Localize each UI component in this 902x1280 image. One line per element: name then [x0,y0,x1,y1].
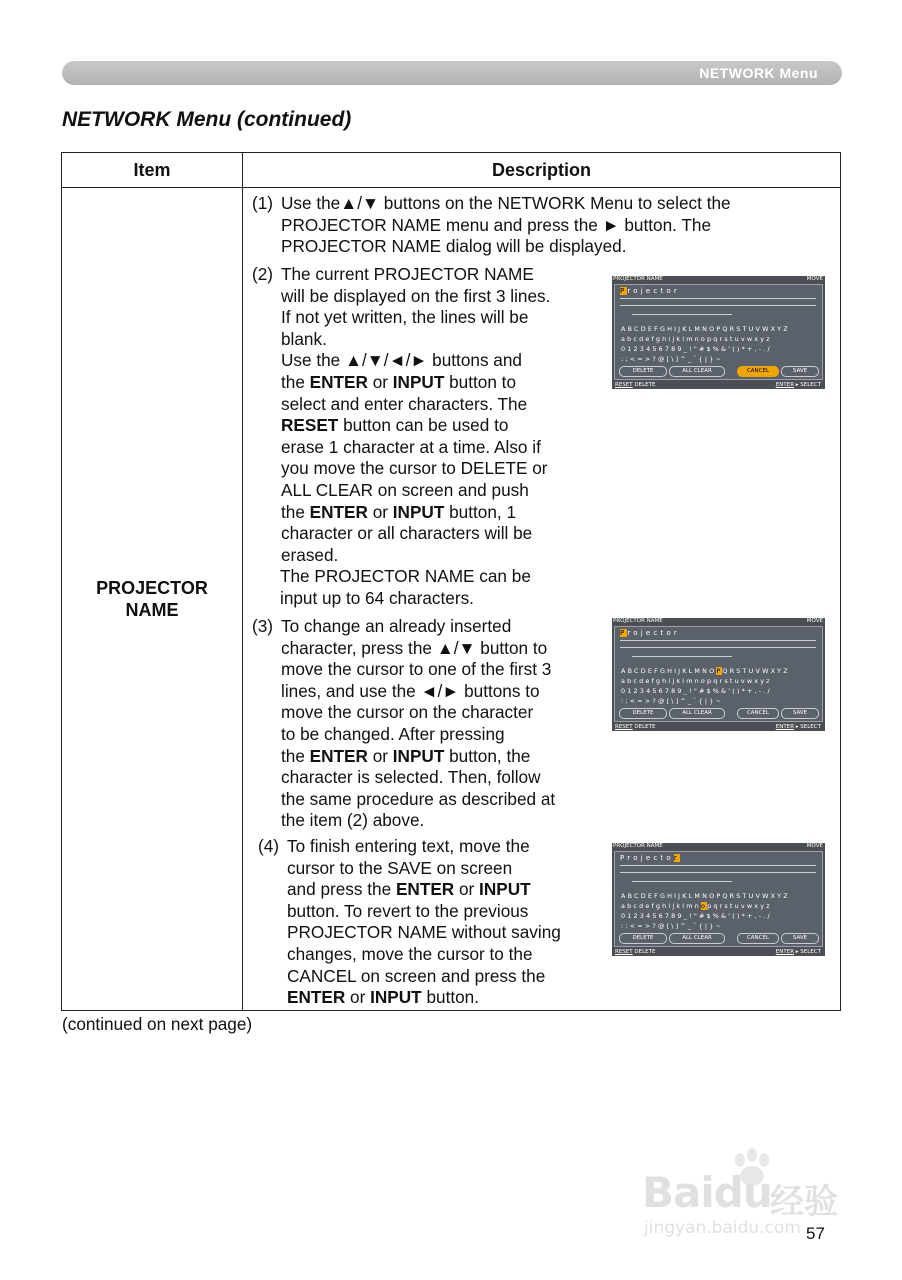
name-text: Projector [620,854,680,862]
char-row-upper[interactable]: ABCDEFGHIJKLMNOPQRSTUVWXYZ [621,892,790,900]
column-header-description: Description [243,153,841,188]
char-row-upper[interactable]: ABCDEFGHIJKLMNOPQRSTUVWXYZ [621,667,790,675]
step-2-line: the ENTER or INPUT button, 1 [281,501,517,522]
step-4-line: CANCEL on screen and press the [287,965,546,986]
char-row-upper[interactable]: ABCDEFGHIJKLMNOPQRSTUVWXYZ [621,325,790,333]
name-line-2 [620,872,816,873]
step-2-line: blank. [281,328,327,349]
step-2-line: RESET button can be used to [281,415,509,436]
dialog-footer-enter: ENTER ▸ SELECT [775,949,821,955]
char-row-symbols[interactable]: :;<=>?@[\]^_`{|}~ [621,355,724,363]
projector-name-dialog-1 [612,276,825,389]
note-line: input up to 64 characters. [280,587,474,608]
step-2-line: The current PROJECTOR NAME [281,264,534,284]
step-2-line: erase 1 character at a time. Also if [281,436,541,457]
all-clear-button[interactable]: ALL CLEAR [669,708,725,719]
description-cell [243,188,841,1011]
note-line: The PROJECTOR NAME can be [280,566,531,586]
step-2-line: character or all characters will be [281,523,533,544]
name-cursor: r [673,854,680,862]
cancel-button[interactable]: CANCEL [737,366,779,377]
all-clear-button[interactable]: ALL CLEAR [669,933,725,944]
step-4-line: button. To revert to the previous [287,900,529,921]
step-3-line: lines, and use the ◄/► buttons to [281,680,540,701]
name-cursor: P [620,287,628,295]
step-2-line: you move the cursor to DELETE or [281,458,548,479]
char-row-lower[interactable]: abcdefghijklmnopqrstuvwxyz [621,902,772,910]
dialog-move-hint: MOVE [806,276,823,282]
section-title: NETWORK Menu (continued) [62,108,352,131]
item-name-line2: NAME [125,600,179,620]
dialog-title: PROJECTOR NAME [613,843,663,849]
step-2-line: If not yet written, the lines will be [281,307,529,328]
step-3 [252,616,597,832]
name-line-2 [620,647,816,648]
step-2 [252,264,597,566]
char-row-digits[interactable]: 0123456789_!"#$%&'()*+,-./ [621,345,772,353]
delete-button[interactable]: DELETE [619,708,667,719]
item-name-line1: PROJECTOR [96,578,208,598]
projector-name-dialog-3 [612,843,825,956]
name-text: Projector [620,287,680,295]
name-line-3 [632,881,732,882]
step-2-line: erased. [281,544,339,565]
name-line-2 [620,305,816,306]
delete-button[interactable]: DELETE [619,933,667,944]
continued-note: (continued on next page) [62,1014,253,1034]
watermark-logo: Baidu [642,1168,772,1217]
step-2-line: will be displayed on the first 3 lines. [281,285,551,306]
table-header-row [62,153,841,188]
name-line-1 [620,640,816,641]
step-4-line: PROJECTOR NAME without saving [287,922,561,943]
step-2-number: (2) [252,264,274,284]
step-2-line: the ENTER or INPUT button to [281,371,517,392]
item-cell [62,188,243,1011]
step-3-line: character, press the ▲/▼ button to [281,637,548,658]
table-row [62,188,841,1011]
step-4-line: ENTER or INPUT button. [287,987,480,1008]
step-3-line: character is selected. Then, follow [281,767,541,788]
char-row-symbols[interactable]: :;<=>?@[\]^_`{|}~ [621,697,724,705]
step-3-line: the ENTER or INPUT button, the [281,745,531,766]
step-1-number: (1) [252,193,274,213]
step-3-line: To change an already inserted [281,616,512,636]
dialog-footer-enter: ENTER ▸ SELECT [775,724,821,730]
header-bar [62,61,842,85]
dialog-footer-reset: RESET DELETE [615,949,656,955]
dialog-title: PROJECTOR NAME [613,276,663,282]
char-cursor: o [700,902,708,910]
step-4-line: cursor to the SAVE on screen [287,857,513,878]
column-header-item: Item [62,153,243,188]
watermark-url: jingyan.baidu.com [644,1218,801,1238]
char-row-digits[interactable]: 0123456789_!"#$%&'()*+,-./ [621,912,772,920]
page-number: 57 [806,1224,825,1243]
step-1-line: PROJECTOR NAME menu and press the ► button. The [281,214,712,235]
step-1-line: PROJECTOR NAME dialog will be displayed. [281,236,627,257]
dialog-move-hint: MOVE [806,843,823,849]
save-button[interactable]: SAVE [781,366,819,377]
save-button[interactable]: SAVE [781,708,819,719]
name-text: Projector [620,629,680,637]
name-line-3 [632,656,732,657]
dialog-footer-enter: ENTER ▸ SELECT [775,382,821,388]
char-cursor: P [716,667,723,675]
name-line-1 [620,298,816,299]
char-row-digits[interactable]: 0123456789_!"#$%&'()*+,-./ [621,687,772,695]
save-button[interactable]: SAVE [781,933,819,944]
char-row-lower[interactable]: abcdefghijklmnopqrstuvwxyz [621,677,772,685]
char-row-symbols[interactable]: :;<=>?@[\]^_`{|}~ [621,922,724,930]
step-3-line: move the cursor to one of the first 3 [281,659,552,680]
step-2-line: Use the ▲/▼/◄/► buttons and [281,350,522,371]
step-3-line: the item (2) above. [281,810,425,831]
dialog-footer-reset: RESET DELETE [615,382,656,388]
step-4-line: changes, move the cursor to the [287,943,533,964]
step-4 [258,836,603,1009]
name-cursor: P [620,629,628,637]
step-3-line: to be changed. After pressing [281,723,505,744]
step-1 [252,193,812,258]
dialog-title: PROJECTOR NAME [613,618,663,624]
step-3-line: the same procedure as described at [281,788,556,809]
step-4-line: and press the ENTER or INPUT [287,879,531,900]
name-line-1 [620,865,816,866]
step-3-line: move the cursor on the character [281,702,534,723]
step-4-line: To finish entering text, move the [287,836,530,856]
cancel-button[interactable]: CANCEL [737,933,779,944]
step-2-note [280,566,531,609]
dialog-footer-reset: RESET DELETE [615,724,656,730]
step-3-number: (3) [252,616,274,636]
name-line-3 [632,314,732,315]
step-1-line: Use the▲/▼ buttons on the NETWORK Menu to select the [281,193,731,213]
description-table [61,152,841,1011]
watermark-cn: 经验 [770,1182,838,1222]
cancel-button[interactable]: CANCEL [737,708,779,719]
projector-name-dialog-2 [612,618,825,731]
delete-button[interactable]: DELETE [619,366,667,377]
all-clear-button[interactable]: ALL CLEAR [669,366,725,377]
step-2-line: select and enter characters. The [281,393,528,414]
dialog-move-hint: MOVE [806,618,823,624]
step-4-number: (4) [258,836,280,856]
step-2-line: ALL CLEAR on screen and push [281,479,529,500]
header-section-label: NETWORK Menu [699,65,818,81]
char-row-lower[interactable]: abcdefghijklmnopqrstuvwxyz [621,335,772,343]
